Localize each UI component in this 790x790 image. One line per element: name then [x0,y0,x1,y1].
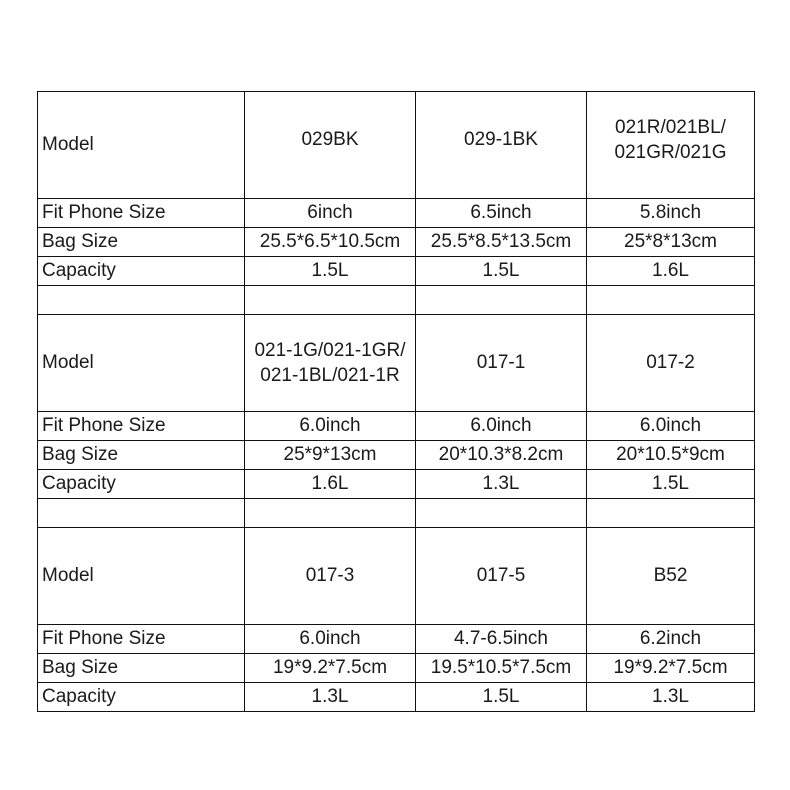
model-label: Model [38,315,245,412]
model-cell [587,92,755,199]
bag-size-cell: 19*9.2*7.5cm [587,654,755,683]
model-cell [245,315,416,412]
model-row [38,528,755,625]
bag-size-row [38,228,755,257]
model-cell: B52 [587,528,755,625]
model-cell: 017-1 [416,315,587,412]
bag-size-cell: 19.5*10.5*7.5cm [416,654,587,683]
bag-size-label: Bag Size [38,228,245,257]
capacity-label: Capacity [38,683,245,712]
fit-phone-size-cell: 4.7-6.5inch [416,625,587,654]
spacer-row [38,286,755,315]
model-cell: 017-3 [245,528,416,625]
fit-phone-size-row [38,412,755,441]
model-row [38,92,755,199]
capacity-row [38,683,755,712]
fit-phone-size-cell: 6.2inch [587,625,755,654]
capacity-cell: 1.5L [416,257,587,286]
model-line: 021R/021BL/ 021GR/021G [614,117,727,163]
model-cell: 029-1BK [416,92,587,199]
spacer-cell [416,286,587,315]
spacer-row [38,499,755,528]
bag-size-cell: 19*9.2*7.5cm [245,654,416,683]
fit-phone-size-label: Fit Phone Size [38,412,245,441]
spacer-cell [38,286,245,315]
model-row [38,315,755,412]
capacity-label: Capacity [38,257,245,286]
capacity-cell: 1.5L [245,257,416,286]
fit-phone-size-cell: 6.0inch [587,412,755,441]
bag-size-cell: 25*9*13cm [245,441,416,470]
capacity-cell: 1.3L [416,470,587,499]
capacity-cell: 1.6L [245,470,416,499]
capacity-cell: 1.6L [587,257,755,286]
fit-phone-size-row [38,625,755,654]
fit-phone-size-label: Fit Phone Size [38,199,245,228]
model-cell: 017-2 [587,315,755,412]
spacer-cell [245,286,416,315]
bag-size-label: Bag Size [38,654,245,683]
spec-table [37,91,755,712]
capacity-cell: 1.3L [245,683,416,712]
model-cell: 029BK [245,92,416,199]
capacity-cell: 1.5L [416,683,587,712]
fit-phone-size-cell: 6.5inch [416,199,587,228]
capacity-label: Capacity [38,470,245,499]
fit-phone-size-cell: 6.0inch [416,412,587,441]
bag-size-cell: 20*10.5*9cm [587,441,755,470]
bag-size-cell: 20*10.3*8.2cm [416,441,587,470]
bag-size-label: Bag Size [38,441,245,470]
fit-phone-size-row [38,199,755,228]
model-cell: 017-5 [416,528,587,625]
capacity-row [38,257,755,286]
capacity-cell: 1.3L [587,683,755,712]
spacer-cell [587,286,755,315]
fit-phone-size-cell: 6.0inch [245,412,416,441]
bag-size-row [38,441,755,470]
model-line: 021-1G/021-1GR/ 021-1BL/021-1R [254,340,406,386]
fit-phone-size-cell: 5.8inch [587,199,755,228]
model-label: Model [38,528,245,625]
model-label: Model [38,92,245,199]
bag-size-row [38,654,755,683]
bag-size-cell: 25*8*13cm [587,228,755,257]
capacity-row [38,470,755,499]
capacity-cell: 1.5L [587,470,755,499]
fit-phone-size-label: Fit Phone Size [38,625,245,654]
bag-size-cell: 25.5*6.5*10.5cm [245,228,416,257]
spacer-cell [38,499,245,528]
spacer-cell [245,499,416,528]
spacer-cell [416,499,587,528]
fit-phone-size-cell: 6.0inch [245,625,416,654]
fit-phone-size-cell: 6inch [245,199,416,228]
spacer-cell [587,499,755,528]
bag-size-cell: 25.5*8.5*13.5cm [416,228,587,257]
